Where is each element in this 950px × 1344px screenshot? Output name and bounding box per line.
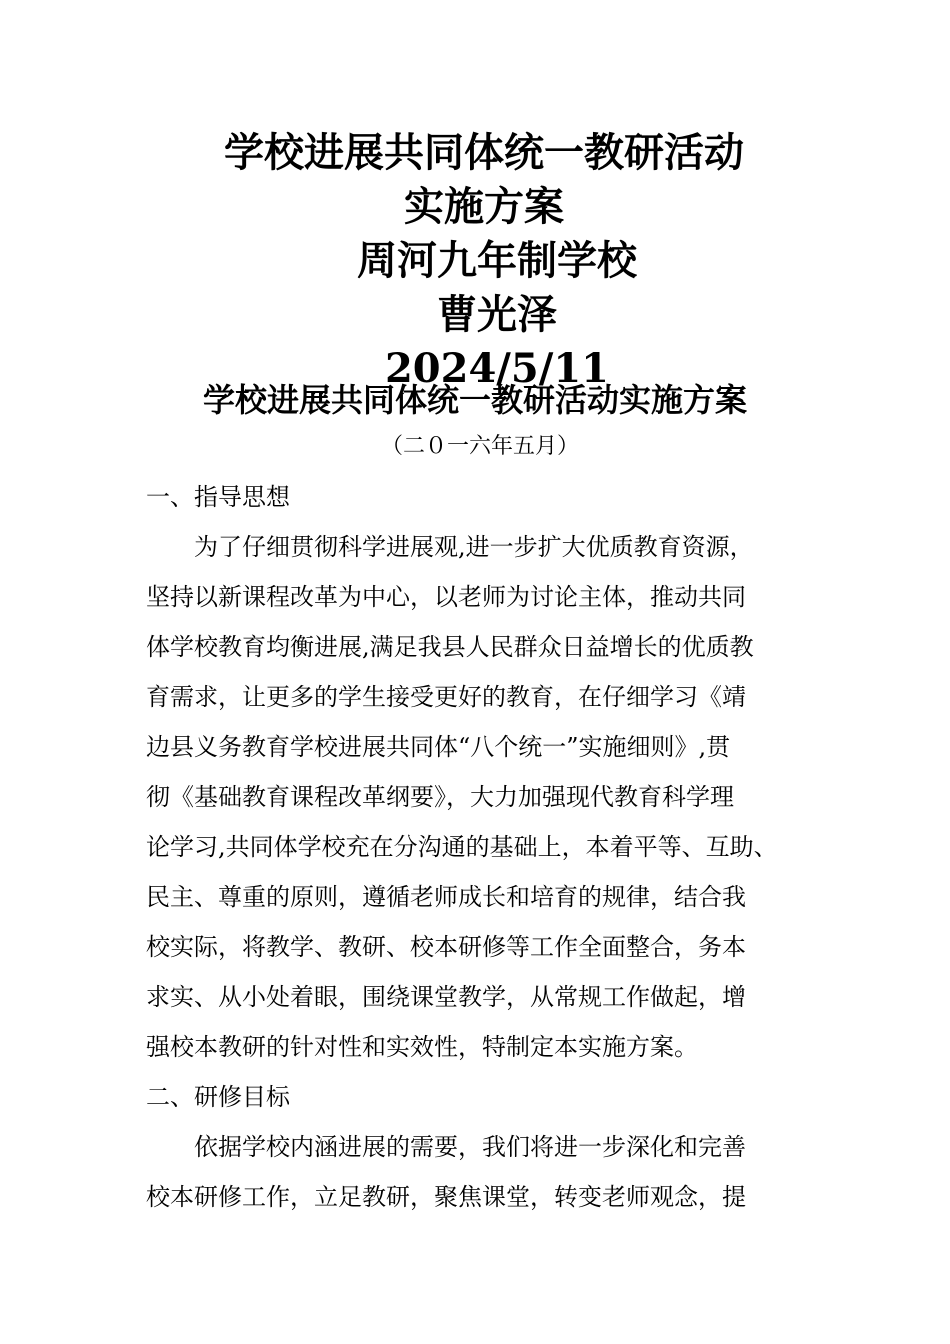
- cover-title-line-2: 实施方案: [404, 183, 564, 230]
- paragraph-line: 依据学校内涵进展的需要，我们将进一步深化和完善: [194, 1133, 746, 1161]
- document-title: 学校进展共同体统一教研活动实施方案: [202, 381, 747, 419]
- cover-author: 曹光泽: [437, 291, 557, 338]
- section-heading-training-goals: 二、研修目标: [146, 1083, 290, 1111]
- paragraph-line: 求实、从小处着眼，围绕课堂教学，从常规工作做起，增: [146, 983, 746, 1011]
- paragraph-line: 民主、尊重的原则，遵循老师成长和培育的规律，结合我: [146, 883, 746, 911]
- paragraph-line: 强校本教研的针对性和实效性，特制定本实施方案。: [146, 1033, 698, 1061]
- paragraph-line: 体学校教育均衡进展,满足我县人民群众日益增长的优质教: [146, 633, 754, 661]
- section-heading-guiding-ideology: 一、指导思想: [146, 483, 290, 511]
- document-body: [146, 472, 810, 1222]
- paragraph-line: 彻《基础教育课程改革纲要》，大力加强现代教育科学理: [146, 783, 734, 811]
- cover-date: 2024/5/11: [384, 345, 610, 392]
- paragraph-line: 论学习,共同体学校充在分沟通的基础上，本着平等、互助、: [146, 833, 778, 861]
- paragraph-line: 边县义务教育学校进展共同体“八个统一”实施细则》,贯: [146, 733, 731, 761]
- paragraph-line: 校实际，将教学、教研、校本研修等工作全面整合，务本: [146, 933, 746, 961]
- paragraph-line: 育需求，让更多的学生接受更好的教育，在仔细学习《靖: [146, 683, 746, 711]
- document-date-note: （二０一六年五月）: [380, 434, 579, 459]
- paragraph-line: 坚持以新课程改革为中心，以老师为讨论主体，推动共同: [146, 583, 746, 611]
- cover-title-line-1: 学校进展共同体统一教研活动: [224, 129, 744, 176]
- cover-school-name: 周河九年制学校: [357, 237, 637, 284]
- cover-title-block: [0, 126, 950, 396]
- paragraph-line: 为了仔细贯彻科学进展观,进一步扩大优质教育资源，: [194, 533, 754, 561]
- paragraph-line: 校本研修工作，立足教研，聚焦课堂，转变老师观念，提: [146, 1183, 746, 1211]
